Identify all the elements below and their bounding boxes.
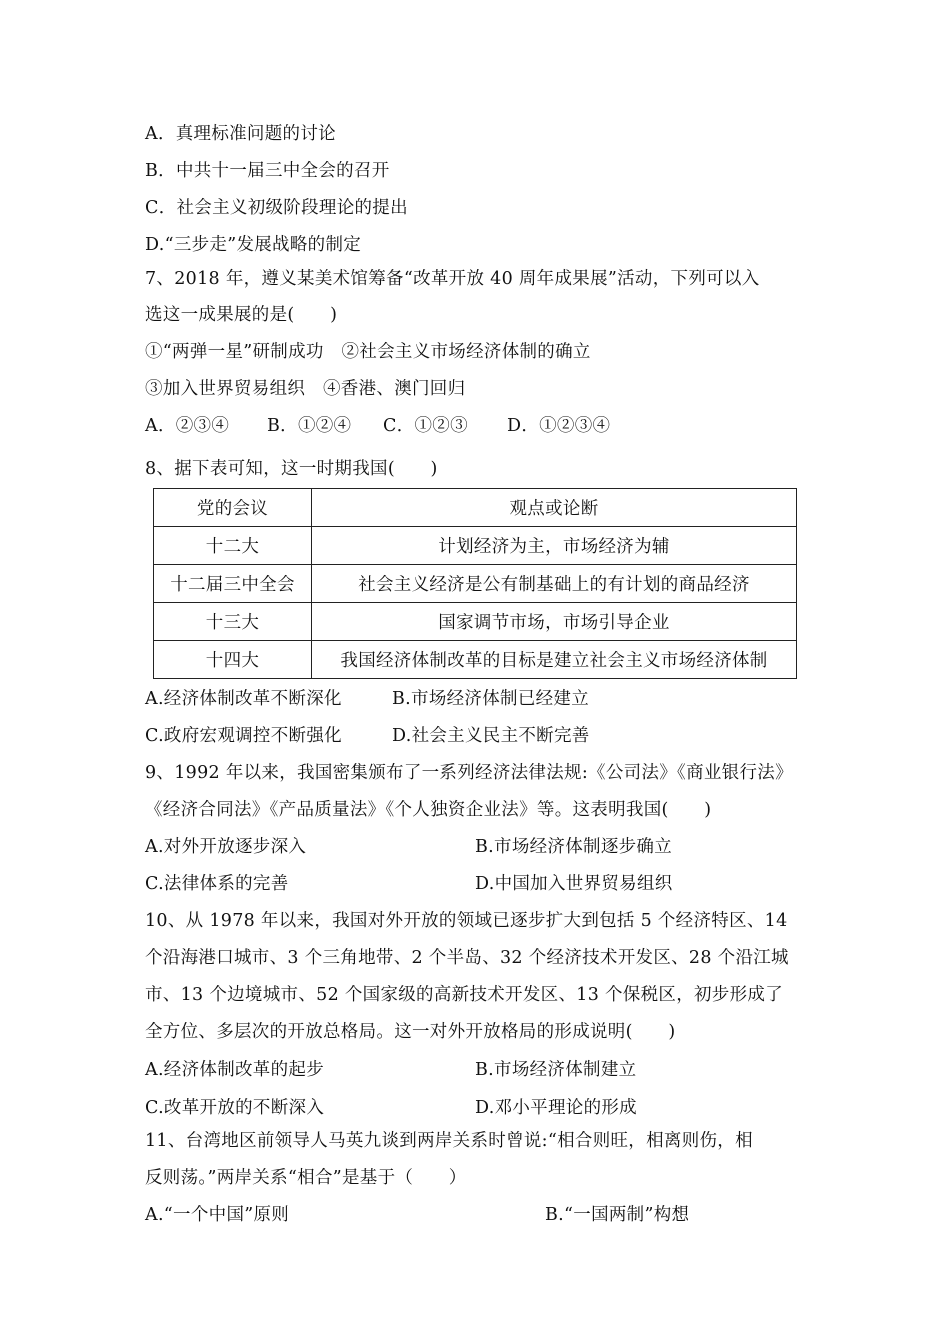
table-header-row — [154, 489, 797, 527]
q10-option-c: C.改革开放的不断深入 — [145, 1098, 325, 1118]
q8-option-d: D.社会主义民主不断完善 — [392, 726, 590, 746]
q9-option-a: A.对外开放逐步深入 — [145, 837, 307, 857]
table-cell-viewpoint: 计划经济为主，市场经济为辅 — [312, 527, 797, 565]
q11-option-a: A.“一个中国”原则 — [145, 1205, 290, 1225]
q7-stem-line-2: 选这一成果展的是( ) — [145, 305, 338, 325]
q7-option-b: B．①②④ — [267, 416, 352, 436]
q8-option-c: C.政府宏观调控不断强化 — [145, 726, 342, 746]
q7-option-a: A．②③④ — [145, 416, 230, 436]
q9-option-b: B.市场经济体制逐步确立 — [475, 837, 673, 857]
q7-option-c: C．①②③ — [383, 416, 468, 436]
table-header-viewpoint: 观点或论断 — [312, 489, 797, 527]
table-row — [154, 603, 797, 641]
q9-option-d: D.中国加入世界贸易组织 — [475, 874, 673, 894]
q8-option-b: B.市场经济体制已经建立 — [392, 689, 590, 709]
q9-option-c: C.法律体系的完善 — [145, 874, 289, 894]
q10-option-d: D.邓小平理论的形成 — [475, 1098, 637, 1118]
q8-table — [153, 488, 797, 679]
q10-option-a: A.经济体制改革的起步 — [145, 1060, 324, 1080]
q11-stem-line-2: 反则荡。”两岸关系“相合”是基于（ ） — [145, 1168, 467, 1188]
q8-stem: 8、据下表可知，这一时期我国( ) — [145, 459, 438, 479]
q6-option-b: B．中共十一届三中全会的召开 — [145, 161, 390, 181]
q9-stem-line-1: 9、1992 年以来，我国密集颁布了一系列经济法律法规:《公司法》《商业银行法》 — [145, 763, 793, 783]
q6-option-d: D.“三步走”发展战略的制定 — [145, 235, 362, 255]
table-cell-viewpoint: 社会主义经济是公有制基础上的有计划的商品经济 — [312, 565, 797, 603]
table-row — [154, 641, 797, 679]
table-cell-meeting: 十二大 — [154, 527, 312, 565]
q7-item-line-1: ①“两弹一星”研制成功 ②社会主义市场经济体制的确立 — [145, 342, 591, 362]
table-cell-viewpoint: 国家调节市场，市场引导企业 — [312, 603, 797, 641]
table-cell-viewpoint: 我国经济体制改革的目标是建立社会主义市场经济体制 — [312, 641, 797, 679]
table-header-meeting: 党的会议 — [154, 489, 312, 527]
table-cell-meeting: 十二届三中全会 — [154, 565, 312, 603]
q11-option-b: B.“一国两制”构想 — [545, 1205, 690, 1225]
q10-stem-line-4: 全方位、多层次的开放总格局。这一对外开放格局的形成说明( ) — [145, 1022, 676, 1042]
q10-stem-line-3: 市、13 个边境城市、52 个国家级的高新技术开发区、13 个保税区，初步形成了 — [145, 985, 783, 1005]
q6-option-a: A．真理标准问题的讨论 — [145, 124, 336, 144]
table-row — [154, 527, 797, 565]
table-cell-meeting: 十三大 — [154, 603, 312, 641]
q8-option-a: A.经济体制改革不断深化 — [145, 689, 342, 709]
table-cell-meeting: 十四大 — [154, 641, 312, 679]
q11-stem-line-1: 11、台湾地区前领导人马英九谈到两岸关系时曾说:“相合则旺，相离则伤，相 — [145, 1131, 753, 1151]
table-row — [154, 565, 797, 603]
q10-stem-line-2: 个沿海港口城市、3 个三角地带、2 个半岛、32 个经济技术开发区、28 个沿江城 — [145, 948, 789, 968]
q10-option-b: B.市场经济体制建立 — [475, 1060, 637, 1080]
q9-stem-line-2: 《经济合同法》《产品质量法》《个人独资企业法》等。这表明我国( ) — [145, 800, 712, 820]
q7-stem-line-1: 7、2018 年，遵义某美术馆筹备“改革开放 40 周年成果展”活动，下列可以入 — [145, 269, 760, 289]
q7-item-line-2: ③加入世界贸易组织 ④香港、澳门回归 — [145, 379, 466, 399]
q6-option-c: C．社会主义初级阶段理论的提出 — [145, 198, 408, 218]
q10-stem-line-1: 10、从 1978 年以来，我国对外开放的领域已逐步扩大到包括 5 个经济特区、14 — [145, 911, 788, 931]
q7-option-d: D．①②③④ — [507, 416, 611, 436]
